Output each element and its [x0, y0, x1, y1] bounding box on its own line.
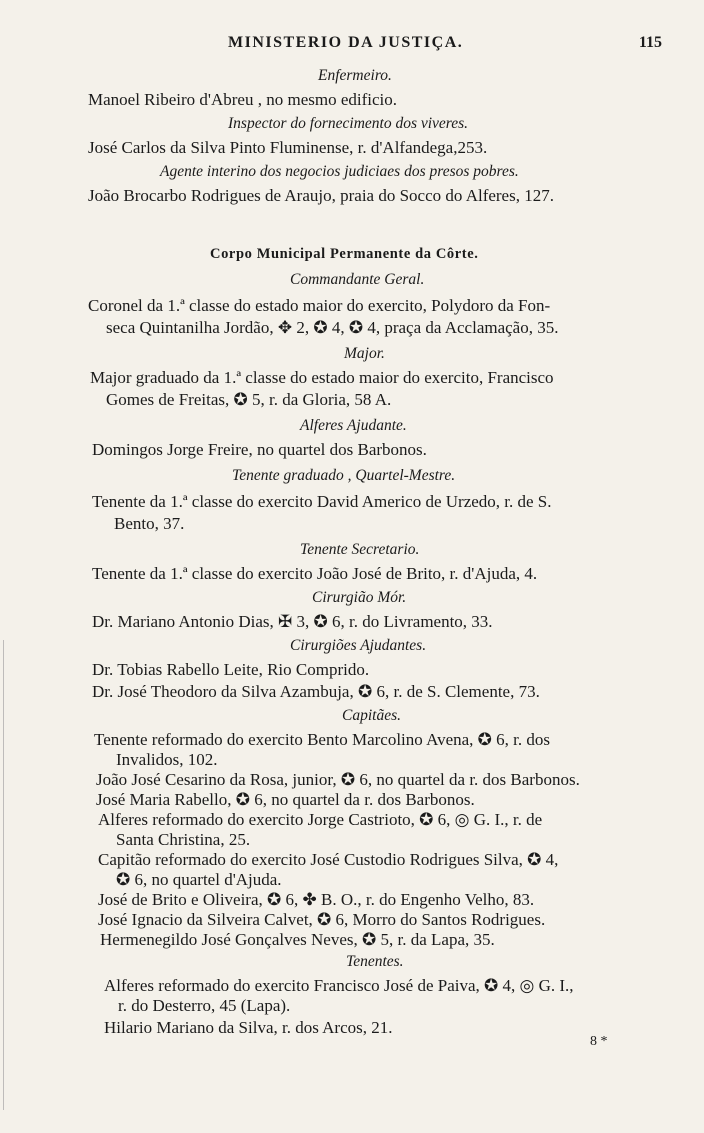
- entry-line: Hilario Mariano da Silva, r. dos Arcos, 21.: [104, 1018, 393, 1037]
- heading-capitaes: Capitães.: [342, 707, 401, 724]
- heading-enfermeiro: Enfermeiro.: [318, 67, 392, 84]
- section-title-corpo-municipal: Corpo Municipal Permanente da Côrte.: [210, 246, 479, 262]
- entry-continuation: Gomes de Freitas, ✪ 5, r. da Gloria, 58 A.: [106, 390, 392, 409]
- entry-line: José Carlos da Silva Pinto Fluminense, r. d'Alfandega,253.: [88, 138, 488, 157]
- entry-line: José Ignacio da Silveira Calvet, ✪ 6, Morro do Santos Rodrigues.: [98, 910, 546, 929]
- entry-line: Tenente da 1.ª classe do exercito David Americo de Urzedo, r. de S.: [92, 492, 552, 511]
- entry-line: Tenente da 1.ª classe do exercito João José de Brito, r. d'Ajuda, 4.: [92, 564, 538, 583]
- entry-line: João José Cesarino da Rosa, junior, ✪ 6, no quartel da r. dos Barbonos.: [96, 770, 580, 789]
- page-header: [0, 34, 704, 58]
- heading-commandante: Commandante Geral.: [290, 271, 425, 288]
- heading-major: Major.: [344, 345, 385, 362]
- entry-line: Major graduado da 1.ª classe do estado maior do exercito, Francisco: [90, 368, 554, 387]
- entry-line: Coronel da 1.ª classe do estado maior do exercito, Polydoro da Fon-: [88, 296, 551, 315]
- heading-alferes-ajudante: Alferes Ajudante.: [300, 417, 407, 434]
- entry-line: Capitão reformado do exercito José Custodio Rodrigues Silva, ✪ 4,: [98, 850, 559, 869]
- entry-line: Alferes reformado do exercito Jorge Castrioto, ✪ 6, ◎ G. I., r. de: [98, 810, 543, 829]
- entry-continuation: Santa Christina, 25.: [116, 830, 251, 849]
- entry-line: Alferes reformado do exercito Francisco José de Paiva, ✪ 4, ◎ G. I.,: [104, 976, 574, 995]
- entry-line: José de Brito e Oliveira, ✪ 6, ✤ B. O., r. do Engenho Velho, 83.: [98, 890, 535, 909]
- entry-line: José Maria Rabello, ✪ 6, no quartel da r. dos Barbonos.: [96, 790, 475, 809]
- entry-line: Dr. Tobias Rabello Leite, Rio Comprido.: [92, 660, 370, 679]
- entry-continuation: Bento, 37.: [114, 514, 185, 533]
- heading-tenente-secretario: Tenente Secretario.: [300, 541, 420, 558]
- entry-line: Tenente reformado do exercito Bento Marcolino Avena, ✪ 6, r. dos: [94, 730, 551, 749]
- heading-inspector: Inspector do fornecimento dos viveres.: [228, 115, 469, 132]
- heading-tenentes: Tenentes.: [346, 953, 404, 970]
- heading-agente: Agente interino dos negocios judiciaes dos presos pobres.: [160, 163, 519, 180]
- entry-line: João Brocarbo Rodrigues de Araujo, praia do Socco do Alferes, 127.: [88, 186, 554, 205]
- entry-continuation: r. do Desterro, 45 (Lapa).: [118, 996, 291, 1015]
- entry-line: Manoel Ribeiro d'Abreu , no mesmo edificio.: [88, 90, 397, 109]
- entry-continuation: ✪ 6, no quartel d'Ajuda.: [116, 870, 282, 889]
- entry-line: Domingos Jorge Freire, no quartel dos Barbonos.: [92, 440, 427, 459]
- entry-line: Dr. José Theodoro da Silva Azambuja, ✪ 6, r. de S. Clemente, 73.: [92, 682, 540, 701]
- page-number: 115: [638, 34, 662, 51]
- heading-tenente-graduado: Tenente graduado , Quartel-Mestre.: [232, 467, 456, 484]
- heading-cirurgioes-ajudantes: Cirurgiões Ajudantes.: [290, 637, 427, 654]
- page-edge-line: [3, 640, 4, 1110]
- entry-line: Dr. Mariano Antonio Dias, ✠ 3, ✪ 6, r. do Livramento, 33.: [92, 612, 493, 631]
- entry-line: Hermenegildo José Gonçalves Neves, ✪ 5, r. da Lapa, 35.: [100, 930, 495, 949]
- signature-mark: 8 *: [590, 1034, 608, 1049]
- entry-continuation: seca Quintanilha Jordão, ✥ 2, ✪ 4, ✪ 4, praça da Acclamação, 35.: [106, 318, 559, 337]
- entry-continuation: Invalidos, 102.: [116, 750, 218, 769]
- running-title: MINISTERIO DA JUSTIÇA.: [228, 34, 464, 51]
- heading-cirurgiao-mor: Cirurgião Mór.: [312, 589, 407, 606]
